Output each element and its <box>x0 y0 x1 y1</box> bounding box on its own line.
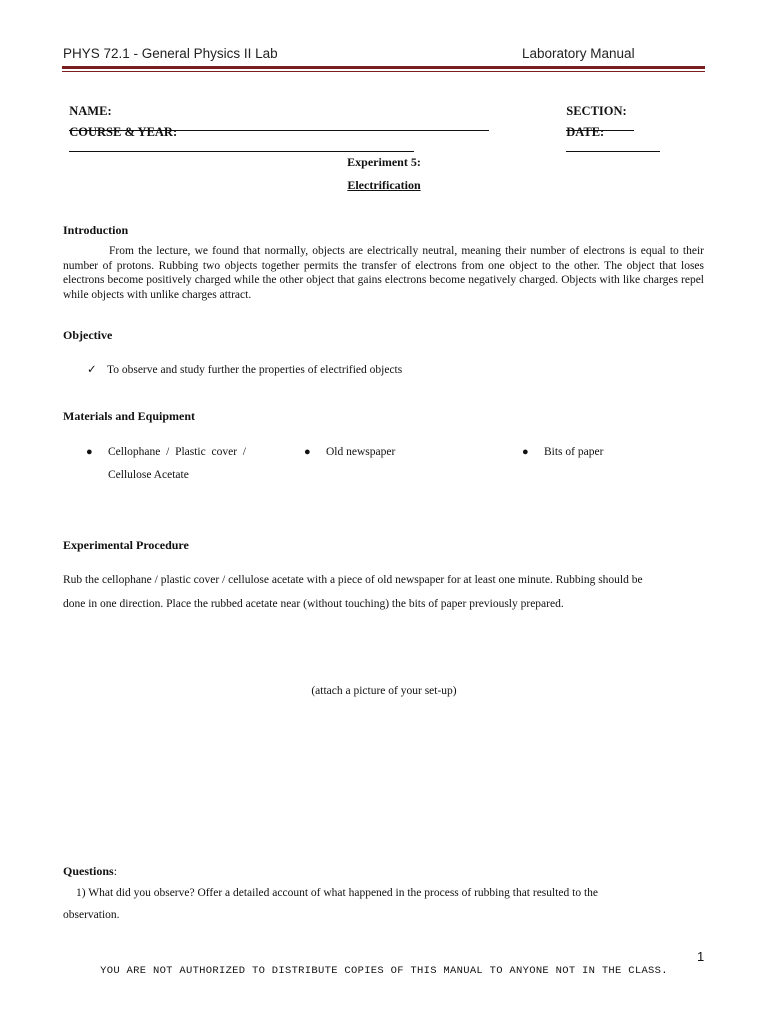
objective-heading: Objective <box>63 328 113 342</box>
course-year-blank[interactable] <box>69 140 414 152</box>
header-course-title: PHYS 72.1 - General Physics II Lab <box>63 46 278 61</box>
checkmark-icon: ✓ <box>87 364 97 376</box>
question-1-line-2: observation. <box>63 909 120 921</box>
header-manual-label: Laboratory Manual <box>522 46 635 61</box>
date-label: DATE: <box>566 125 605 139</box>
bullet-icon: ● <box>86 446 93 458</box>
course-year-label: COURSE & YEAR: <box>69 125 178 139</box>
material-item-1-line2: Cellulose Acetate <box>108 469 189 481</box>
page-number: 1 <box>697 949 705 964</box>
experiment-title: Electrification <box>347 178 421 192</box>
questions-heading: Questions <box>63 864 114 878</box>
date-field <box>560 110 660 156</box>
name-label: NAME: <box>69 104 112 118</box>
footer-notice: YOU ARE NOT AUTHORIZED TO DISTRIBUTE COPIES OF THIS MANUAL TO ANYONE NOT IN THE CLASS. <box>100 965 668 977</box>
material-item-1-line1: Cellophane / Plastic cover / <box>108 446 246 458</box>
attach-picture-note: (attach a picture of your set-up) <box>311 685 457 697</box>
header-rule-thick <box>62 66 705 69</box>
experiment-number: Experiment 5: <box>347 155 421 169</box>
question-1-line-1 <box>63 886 704 901</box>
objective-item <box>87 362 402 376</box>
objective-item-text: To observe and study further the properties of electrified objects <box>107 364 403 376</box>
bullet-icon: ● <box>522 446 529 458</box>
procedure-line-1: Rub the cellophane / plastic cover / cellulose acetate with a piece of old newspaper for at least one minute. Rubbing should be <box>63 574 643 586</box>
bullet-icon: ● <box>304 446 311 458</box>
material-item-2: Old newspaper <box>326 446 396 458</box>
procedure-heading: Experimental Procedure <box>63 538 189 552</box>
materials-heading: Materials and Equipment <box>63 409 196 423</box>
date-blank[interactable] <box>566 140 660 152</box>
material-item-3: Bits of paper <box>544 446 604 458</box>
questions-heading-wrap: Questions: <box>63 864 118 878</box>
introduction-heading: Introduction <box>63 223 129 237</box>
header-rule-thin <box>62 71 705 72</box>
course-year-field <box>63 110 414 156</box>
question-1-text: 1) What did you observe? Offer a detailed account of what happened in the process of rubbing that resulted to the <box>76 887 599 899</box>
procedure-line-2: done in one direction. Place the rubbed acetate near (without touching) the bits of paper previously prepared. <box>63 598 564 610</box>
section-label: SECTION: <box>566 104 627 118</box>
introduction-text: From the lecture, we found that normally, objects are electrically neutral, meaning their number of electrons is equal to their number of protons. Rubbing two objects together permits the transfer of electrons from one object to the other. The object that loses electrons become positively charged while the other object that gains electrons become negatively charged. Objects with like charges repel while objects with unlike charges attract. <box>63 245 704 301</box>
introduction-paragraph <box>63 244 704 302</box>
